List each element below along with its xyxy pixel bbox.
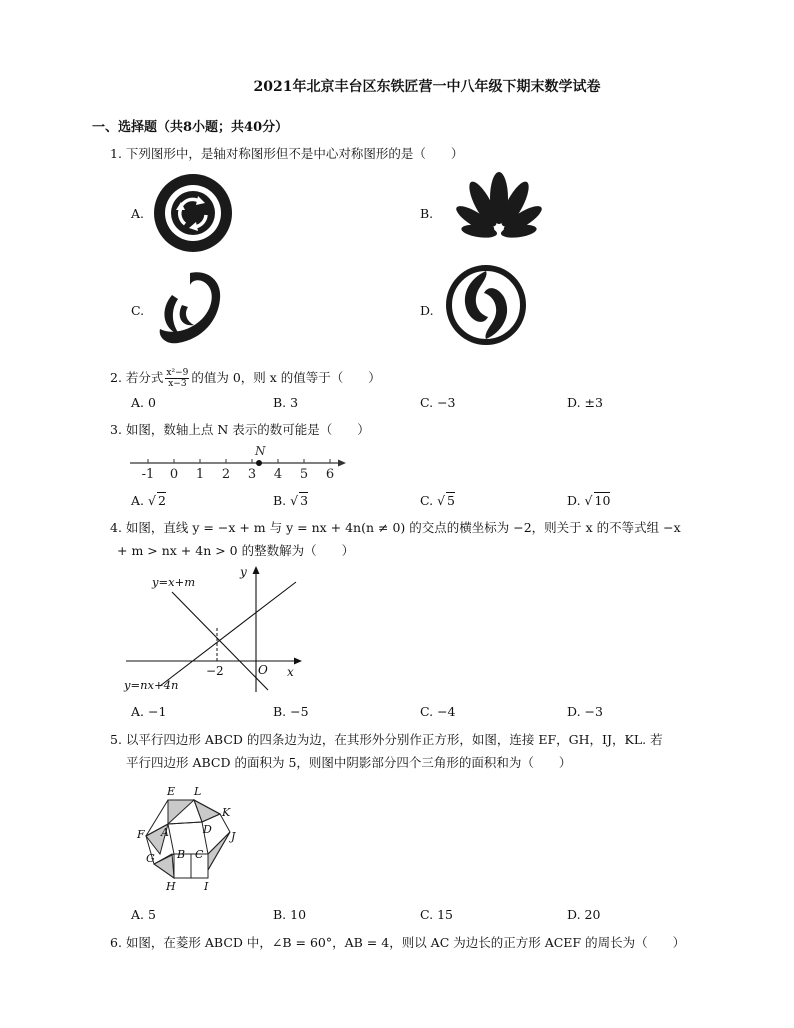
q4-option-b: B. −5 <box>273 704 309 719</box>
svg-text:C: C <box>195 848 204 861</box>
line1-label: y=x+m <box>152 575 196 589</box>
q1-label-b: B. <box>420 206 434 221</box>
svg-text:D: D <box>203 823 212 836</box>
q4-option-c: C. −4 <box>420 704 456 719</box>
q3-option-c: C. √ 5 <box>420 493 455 508</box>
x-axis-label: x <box>287 665 294 679</box>
q2-frac-numerator: x²−9 <box>166 368 189 378</box>
origin-label: O <box>258 663 268 677</box>
x-mark-label: −2 <box>206 664 224 678</box>
q3-number-line <box>128 443 350 481</box>
tick-label: 2 <box>221 467 231 481</box>
q2-fraction <box>165 368 189 389</box>
q5-option-c: C. 15 <box>420 907 453 922</box>
tick-label: 5 <box>299 467 309 481</box>
q1-label-d: D. <box>420 303 434 318</box>
q5-stem-line2: 平行四边形 ABCD 的面积为 5，则图中阴影部分四个三角形的面积和为（ ） <box>126 755 572 770</box>
tick-label: 6 <box>325 467 335 481</box>
point-n-label: N <box>255 444 266 458</box>
svg-text:E: E <box>167 785 176 798</box>
svg-text:K: K <box>222 806 231 819</box>
q1-figure-d <box>446 265 526 345</box>
q5-option-d: D. 20 <box>567 907 601 922</box>
q4-option-d: D. −3 <box>567 704 603 719</box>
tick-label: 3 <box>247 467 257 481</box>
q1-label-a: A. <box>131 206 145 221</box>
q3-option-a: A. √ 2 <box>131 493 166 508</box>
tick-label: -1 <box>141 467 155 481</box>
section-heading: 一、选择题（共8小题；共40分） <box>92 120 289 135</box>
q2-stem-post: 的值为 0，则 x 的值等于（ ） <box>191 370 381 385</box>
svg-text:F: F <box>137 828 145 841</box>
svg-text:G: G <box>146 852 155 865</box>
y-axis-label: y <box>240 565 247 579</box>
q2-option-b: B. 3 <box>273 395 299 410</box>
tick-label: 4 <box>273 467 283 481</box>
q1-figure-b <box>444 172 554 250</box>
q2-stem-pre: 2. 若分式 <box>110 370 164 385</box>
q4-stem-line1: 4. 如图，直线 y = −x + m 与 y = nx + 4n(n ≠ 0) 的交点的横坐标为 −2，则关于 x 的不等式组 −x <box>110 520 681 535</box>
line2-label: y=nx+4n <box>124 678 179 692</box>
svg-text:A: A <box>161 826 169 839</box>
line-nx-plus-4n <box>160 582 296 686</box>
y-axis-arrow-icon <box>253 566 260 574</box>
tick-label: 0 <box>169 467 179 481</box>
q5-stem-line1: 5. 以平行四边形 ABCD 的四条边为边，在其形外分别作正方形，如图，连接 EF，GH，IJ，KL. 若 <box>110 732 663 747</box>
x-axis-arrow-icon <box>294 658 302 665</box>
svg-text:H: H <box>166 880 176 893</box>
q5-figure <box>134 780 242 894</box>
q4-stem-line2: + m > nx + 4n > 0 的整数解为（ ） <box>117 543 355 558</box>
q6-stem: 6. 如图，在菱形 ABCD 中，∠B = 60°，AB = 4，则以 AC 为边长的正方形 ACEF 的周长为（ ） <box>110 935 686 950</box>
q2-option-d: D. ±3 <box>567 395 603 410</box>
svg-text:I: I <box>204 880 209 893</box>
q3-option-d: D. √ 10 <box>567 493 611 508</box>
svg-text:J: J <box>231 830 236 843</box>
q2-option-a: A. 0 <box>131 395 156 410</box>
svg-text:L: L <box>194 785 202 798</box>
q5-option-b: B. 10 <box>273 907 307 922</box>
q5-option-a: A. 5 <box>131 907 156 922</box>
q2-stem <box>110 368 381 389</box>
q1-figure-a <box>152 172 234 254</box>
shaded-triangle <box>168 800 194 824</box>
q2-option-c: C. −3 <box>420 395 456 410</box>
q2-frac-denominator: x−3 <box>168 379 187 389</box>
q1-stem: 1. 下列图形中，是轴对称图形但不是中心对称图形的是（ ） <box>110 146 464 161</box>
q3-option-b: B. √ 3 <box>273 493 309 508</box>
page-title: 2021年北京丰台区东铁匠营一中八年级下期末数学试卷 <box>253 79 601 95</box>
axis-arrow-icon <box>338 460 346 467</box>
q4-option-a: A. −1 <box>131 704 167 719</box>
q3-stem: 3. 如图，数轴上点 N 表示的数可能是（ ） <box>110 422 370 437</box>
tick-label: 1 <box>195 467 205 481</box>
q1-figure-c <box>150 265 235 350</box>
q1-label-c: C. <box>131 303 145 318</box>
svg-text:B: B <box>177 848 186 861</box>
q4-graph <box>122 562 308 696</box>
point-n <box>256 460 262 466</box>
